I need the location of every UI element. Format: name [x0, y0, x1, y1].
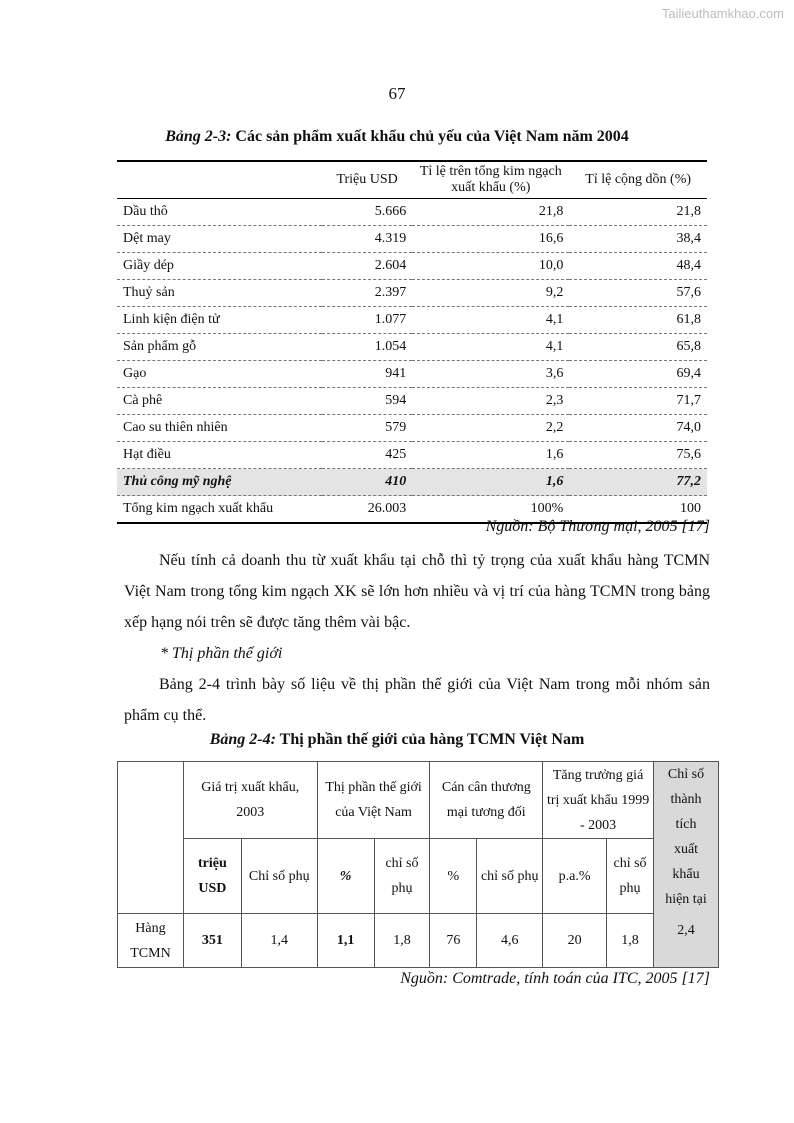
value-cell: 21,8	[538, 204, 564, 219]
table2-cell: 4,6	[477, 914, 543, 968]
table2-group-header: Tăng trưởng giá trị xuất khẩu 1999 - 2003	[543, 762, 654, 839]
table1-caption-label: Bảng 2-3:	[165, 128, 232, 145]
value-cell: 4.319	[374, 231, 407, 246]
table2-sub-header-row	[118, 839, 719, 914]
value-cell: 1.054	[374, 339, 407, 354]
value-cell: 1,6	[545, 447, 564, 462]
value-cell: 2.397	[374, 285, 407, 300]
table-row	[117, 469, 707, 496]
product-name-cell: Thuỷ sản	[123, 285, 175, 300]
product-name-cell: Thủ công mỹ nghệ	[123, 474, 232, 489]
table1-header-row	[117, 161, 707, 199]
value-cell: 2,3	[545, 393, 564, 408]
value-cell: 75,6	[676, 447, 701, 462]
paragraph-1: Nếu tính cả doanh thu từ xuất khẩu tại chỗ thì tỷ trọng của xuất khẩu hàng TCMN Việt Nam trong tổng kim ngạch XK sẽ lớn hơn nhiều và vị trí của hàng TCMN trong bảng xếp hạng nói trên sẽ được tăng thêm vài bậc.	[124, 552, 710, 631]
value-cell: 9,2	[545, 285, 564, 300]
table2-sub-header: chỉ số phụ	[374, 839, 430, 914]
table1-source: Nguồn: Bộ Thương mại, 2005 [17]	[485, 518, 710, 535]
table2-sub-header: p.a.%	[543, 839, 607, 914]
table2-group-header	[654, 762, 719, 968]
table2-group-header: Cán cân thương mại tương đối	[430, 762, 543, 839]
table-row	[117, 388, 707, 415]
table2-sub-header: Chỉ số phụ	[241, 839, 317, 914]
table2-cell: 1,8	[607, 914, 654, 968]
value-cell: 38,4	[676, 231, 701, 246]
value-cell: 4,1	[545, 312, 564, 327]
paragraph-2: Bảng 2-4 trình bày số liệu về thị phần thế giới của Việt Nam trong mỗi nhóm sản phẩm cụ thể.	[124, 676, 710, 724]
watermark: Tailieuthamkhao.com	[661, 6, 784, 21]
table1-header-cell	[117, 161, 322, 199]
table-row	[117, 280, 707, 307]
table2-row-label: Hàng TCMN	[118, 914, 184, 968]
table-row	[117, 226, 707, 253]
value-cell: 74,0	[676, 420, 701, 435]
table-row	[117, 442, 707, 469]
value-cell: 4,1	[545, 339, 564, 354]
table2-sub-header: triệu USD	[183, 839, 241, 914]
table2-cell: 1,4	[241, 914, 317, 968]
table-row	[117, 415, 707, 442]
table1-caption	[0, 128, 794, 146]
table2-sub-header: chỉ số phụ	[607, 839, 654, 914]
value-cell: 1,6	[545, 474, 564, 489]
table-row	[117, 361, 707, 388]
table2-empty-corner	[118, 762, 184, 914]
value-cell: 61,8	[676, 312, 701, 327]
value-cell: 1.077	[374, 312, 407, 327]
product-name-cell: Hạt điều	[123, 447, 171, 462]
table2-cell: 76	[430, 914, 477, 968]
table-row	[117, 307, 707, 334]
table2-cell: 351	[183, 914, 241, 968]
product-name-cell: Dệt may	[123, 231, 171, 246]
value-cell: 48,4	[676, 258, 701, 273]
value-cell: 65,8	[676, 339, 701, 354]
value-cell: 100	[680, 501, 701, 516]
value-cell: 10,0	[538, 258, 564, 273]
product-name-cell: Cao su thiên nhiên	[123, 420, 228, 435]
table2-group-header: Thị phần thế giới của Việt Nam	[317, 762, 430, 839]
value-cell: 21,8	[676, 204, 701, 219]
subheading: * Thị phần thế giới	[160, 645, 283, 662]
table2-sub-header: %	[317, 839, 374, 914]
value-cell: 579	[385, 420, 407, 435]
export-products-table	[117, 160, 707, 524]
value-cell: 16,6	[538, 231, 564, 246]
table2-cell: 1,8	[374, 914, 430, 968]
table2-cell: 1,1	[317, 914, 374, 968]
table2-caption-text: Thị phần thế giới của hàng TCMN Việt Nam	[275, 731, 585, 748]
table2-group-header: Giá trị xuất khẩu, 2003	[183, 762, 317, 839]
product-name-cell: Linh kiện điện tử	[123, 312, 220, 327]
value-cell: 410	[385, 474, 407, 489]
performance-index-header: Chỉ số thành tích xuất khẩu hiện tại	[665, 767, 707, 907]
table-row	[117, 253, 707, 280]
product-name-cell: Cà phê	[123, 393, 163, 408]
performance-index-value: 2,4	[677, 923, 695, 938]
product-name-cell: Dầu thô	[123, 204, 168, 219]
value-cell: 57,6	[676, 285, 701, 300]
table1-header-cell: Tỉ lệ trên tổng kim ngạch xuất khẩu (%)	[419, 164, 562, 195]
table2-sub-header: chỉ số phụ	[477, 839, 543, 914]
table1-header-cell: Tỉ lệ cộng dồn (%)	[585, 172, 692, 187]
product-name-cell: Tổng kim ngạch xuất khẩu	[123, 501, 274, 516]
value-cell: 77,2	[676, 474, 701, 489]
world-market-share-table	[117, 761, 719, 968]
table-row	[117, 334, 707, 361]
table-row	[117, 199, 707, 226]
value-cell: 3,6	[545, 366, 564, 381]
table1-caption-text: Các sản phẩm xuất khẩu chủ yếu của Việt Nam năm 2004	[231, 128, 629, 145]
table2-sub-header: %	[430, 839, 477, 914]
value-cell: 941	[385, 366, 407, 381]
table2-data-row	[118, 914, 719, 968]
product-name-cell: Gạo	[123, 366, 147, 381]
value-cell: 2.604	[374, 258, 407, 273]
value-cell: 69,4	[676, 366, 701, 381]
table2-source: Nguồn: Comtrade, tính toán của ITC, 2005 [17]	[400, 970, 710, 987]
product-name-cell: Sản phẩm gỗ	[123, 339, 197, 354]
table1-header-cell: Triệu USD	[336, 172, 398, 187]
value-cell: 26.003	[367, 501, 407, 516]
value-cell: 425	[385, 447, 407, 462]
value-cell: 71,7	[676, 393, 701, 408]
value-cell: 594	[385, 393, 407, 408]
table2-caption-label: Bảng 2-4:	[209, 731, 276, 748]
page-number: 67	[388, 84, 406, 103]
value-cell: 5.666	[374, 204, 407, 219]
product-name-cell: Giầy dép	[123, 258, 174, 273]
table2-group-header-row	[118, 762, 719, 839]
value-cell: 100%	[530, 501, 564, 516]
table2-cell: 20	[543, 914, 607, 968]
table2-caption	[0, 731, 794, 749]
value-cell: 2,2	[545, 420, 564, 435]
